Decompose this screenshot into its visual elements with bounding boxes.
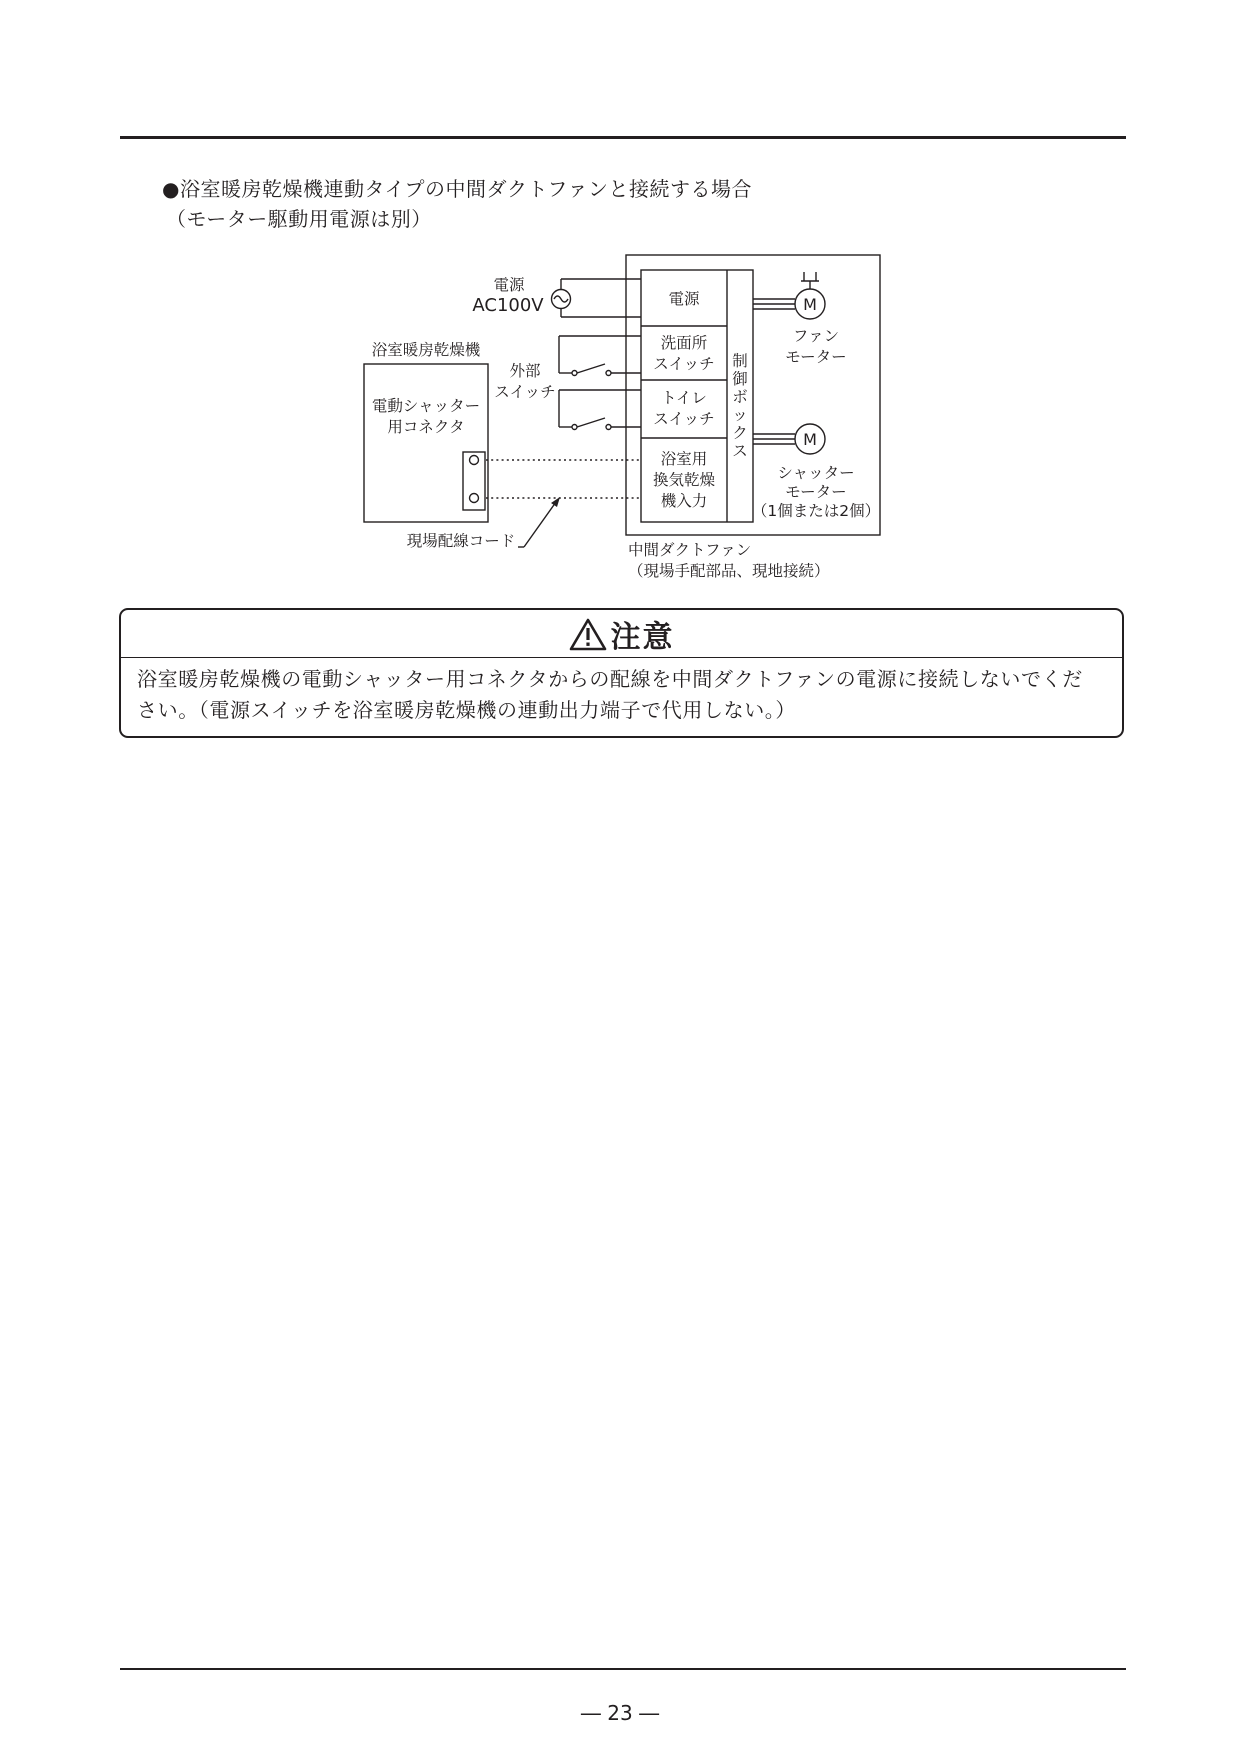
block-washroom-2: スイッチ	[653, 355, 715, 373]
bath-unit-label: 浴室暖房乾燥機	[371, 341, 481, 359]
connector-block	[463, 452, 485, 510]
block-toilet-2: スイッチ	[653, 410, 715, 428]
duct-fan-label-2: （現場手配部品、現地接続）	[628, 562, 830, 580]
caution-header	[121, 610, 1122, 658]
caution-line-2: さい。（電源スイッチを浴室暖房乾燥機の連動出力端子で代用しない。）	[137, 698, 796, 722]
external-switch-label-1: 外部	[509, 362, 541, 380]
heading-line-2: （モーター駆動用電源は別）	[166, 207, 432, 231]
caution-title: 注意	[610, 619, 675, 655]
control-box-char: 制	[732, 352, 748, 370]
fan-motor-m: M	[803, 295, 817, 314]
power-voltage: AC100V	[472, 295, 544, 316]
external-switch-label-2: スイッチ	[494, 383, 556, 401]
fan-motor-label-2: モーター	[785, 348, 847, 366]
field-cord-label: 現場配線コード	[406, 532, 516, 550]
heading-line-1: ●浴室暖房乾燥機連動タイプの中間ダクトファンと接続する場合	[162, 177, 752, 201]
warning-triangle-icon	[569, 617, 607, 651]
control-box-char: 御	[732, 370, 748, 388]
wiring-diagram	[0, 0, 1240, 600]
page-number: ― 23 ―	[580, 1701, 660, 1725]
control-box-char: ス	[732, 442, 748, 460]
block-bath-1: 浴室用	[660, 450, 708, 468]
control-box-char: ッ	[732, 406, 748, 424]
shutter-motor-label-1: シャッター	[777, 464, 855, 482]
caution-box	[119, 608, 1124, 738]
duct-fan-label-1: 中間ダクトファン	[628, 541, 752, 559]
connector-label-2: 用コネクタ	[387, 418, 465, 436]
shutter-motor-m: M	[803, 430, 817, 449]
control-box-char: ボ	[732, 388, 748, 406]
block-power: 電源	[668, 290, 700, 308]
block-toilet-1: トイレ	[661, 389, 707, 407]
connector-label-1: 電動シャッター	[371, 397, 481, 415]
block-washroom-1: 洗面所	[660, 334, 708, 352]
control-box-char: ク	[732, 424, 748, 442]
power-label: 電源	[493, 276, 525, 294]
shutter-motor-label-3: （1個または2個）	[751, 502, 881, 520]
shutter-motor-label-2: モーター	[785, 483, 847, 501]
bottom-rule	[120, 1668, 1126, 1670]
block-bath-2: 換気乾燥	[652, 471, 716, 489]
block-bath-3: 機入力	[660, 492, 708, 510]
caution-line-1: 浴室暖房乾燥機の電動シャッター用コネクタからの配線を中間ダクトファンの電源に接続しないでくだ	[137, 667, 1083, 691]
fan-motor-label-1: ファン	[792, 327, 840, 345]
caution-text	[121, 658, 1122, 726]
